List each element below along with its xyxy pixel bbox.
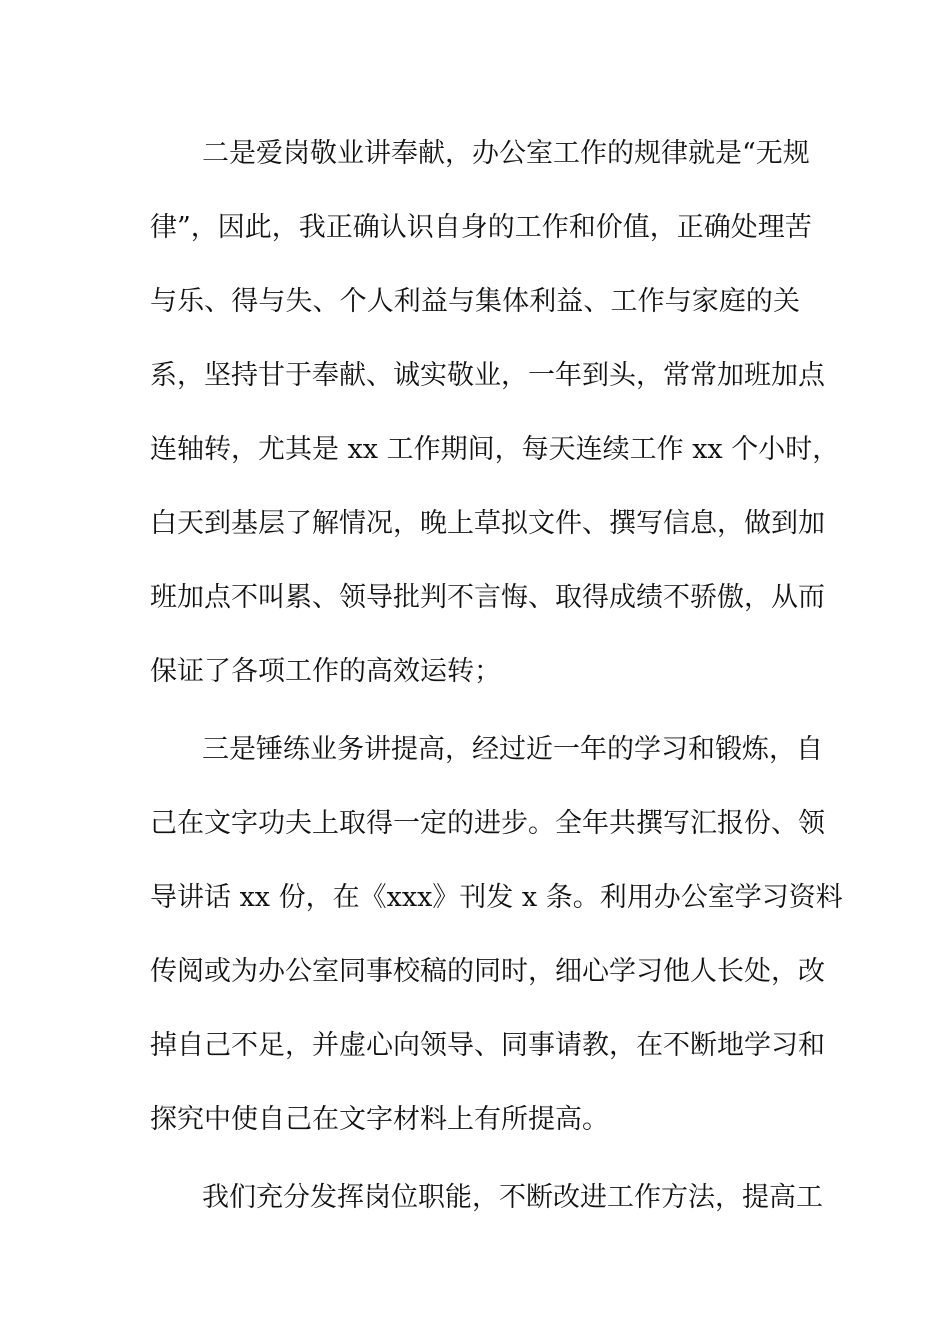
paragraph-3-line-6: 探究中使自己在文字材料上有所提高。 [150,1104,609,1135]
paragraph-2-line-2: 律”，因此，我正确认识自身的工作和价值，正确处理苦 [150,212,812,243]
paragraph-3-line-4: 传阅或为办公室同事校稿的同时，细心学习他人长处，改 [150,956,825,987]
paragraph-2-line-4: 系，坚持甘于奉献、诚实敬业，一年到头，常常加班加点 [150,360,825,391]
paragraph-2-line-1: 二是爱岗敬业讲奉献，办公室工作的规律就是“无规 [202,138,810,169]
paragraph-2-line-7: 班加点不叫累、领导批判不言悔、取得成绩不骄傲，从而 [150,582,825,613]
paragraph-2-line-5: 连轴转，尤其是 xx 工作期间，每天连续工作 xx 个小时， [150,434,840,465]
paragraph-3-line-1: 三是锤练业务讲提高，经过近一年的学习和锻炼，自 [202,734,823,765]
paragraph-2-line-3: 与乐、得与失、个人利益与集体利益、工作与家庭的关 [150,286,800,317]
paragraph-2-line-6: 白天到基层了解情况，晚上草拟文件、撰写信息，做到加 [150,508,825,539]
paragraph-2-line-8: 保证了各项工作的高效运转； [150,656,501,687]
paragraph-3-line-2: 己在文字功夫上取得一定的进步。全年共撰写汇报份、领 [150,808,825,839]
paragraph-4-line-1: 我们充分发挥岗位职能，不断改进工作方法，提高工 [202,1182,823,1213]
paragraph-3-line-3: 导讲话 xx 份，在《xxx》刊发 x 条。利用办公室学习资料 [150,882,843,913]
paragraph-3-line-5: 掉自己不足，并虚心向领导、同事请教，在不断地学习和 [150,1030,825,1061]
